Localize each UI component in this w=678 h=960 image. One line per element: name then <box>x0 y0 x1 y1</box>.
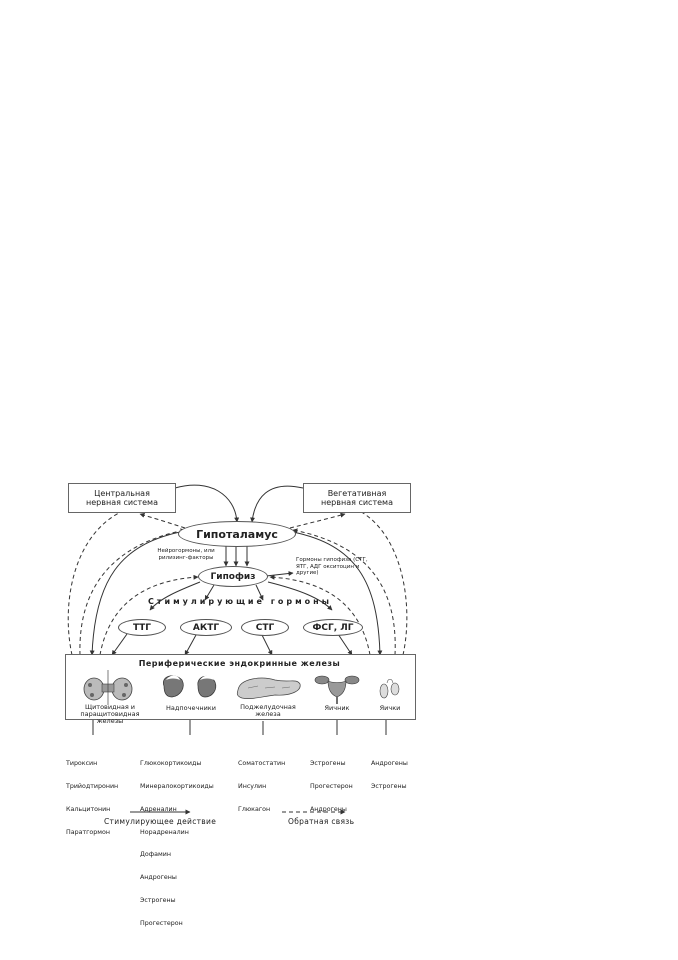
list-item: Адреналин <box>140 805 177 813</box>
list-item: Минералокортикоиды <box>140 782 214 790</box>
list-item: Трийодтиронин <box>66 782 119 790</box>
hormone-list-testes <box>371 745 408 798</box>
gland-name-adrenal: Надпочечники <box>166 704 216 712</box>
legend-feedback-label: Обратная связь <box>288 817 355 826</box>
neurohormones-note: Нейрогормоны, или рилизинг-факторы <box>157 548 215 561</box>
pancreas-icon <box>237 678 300 699</box>
hormone-list-ovary <box>310 745 353 821</box>
gland-name-pancreas: Поджелудочная железа <box>240 703 296 718</box>
gland-name-testes: Яички <box>379 704 401 712</box>
list-item: Норадреналин <box>140 828 189 836</box>
ans-label: Вегетативная нервная система <box>321 489 393 507</box>
hormone-label: АКТГ <box>192 622 220 633</box>
gland-name-ovary: Яичник <box>324 704 350 712</box>
hormone-label: ТТГ <box>132 622 151 633</box>
list-item: Андрогены <box>371 760 408 768</box>
stimulating-hormones-caption: Стимулирующие гормоны <box>148 597 332 606</box>
adrenal-icon <box>163 676 215 698</box>
pituitary-hormones-note: Гормоны гипофиза (СТГ, ЯТГ, АДГ окситоцин и другие) <box>296 557 368 576</box>
list-item: Эстрогены <box>310 760 346 768</box>
list-item: Кальцитонин <box>66 805 111 813</box>
list-item: Инсулин <box>238 782 267 790</box>
list-item: Эстрогены <box>140 896 176 904</box>
pituitary-label: Гипофиз <box>210 571 256 582</box>
hormone-list-adrenal <box>140 745 214 935</box>
cns-label: Центральная нервная система <box>86 489 158 507</box>
hormone-label: ФСГ, ЛГ <box>312 622 354 633</box>
hormone-label: СТГ <box>255 622 275 633</box>
thyroid-icon <box>84 670 132 705</box>
list-item: Прогестерон <box>140 919 183 927</box>
list-item: Паратгормон <box>66 828 110 836</box>
list-item: Андрогены <box>310 805 347 813</box>
peripheral-title: Периферические эндокринные железы <box>138 659 341 668</box>
gland-name-thyroid: Щитовидная и паращитовидная железы <box>80 703 140 725</box>
list-item: Соматостатин <box>238 760 286 768</box>
list-item: Глюкагон <box>238 805 271 813</box>
hypothalamus-label: Гипоталамус <box>196 527 278 541</box>
testes-icon <box>380 679 399 698</box>
list-item: Андрогены <box>140 874 177 882</box>
ovary-icon <box>315 676 359 704</box>
list-item: Прогестерон <box>310 782 353 790</box>
list-item: Эстрогены <box>371 782 407 790</box>
list-item: Глюкокортикоиды <box>140 760 202 768</box>
hormone-list-thyroid <box>66 745 118 844</box>
hormone-list-pancreas <box>238 745 285 821</box>
list-item: Дофамин <box>140 851 171 859</box>
list-item: Тироксин <box>66 760 98 768</box>
legend-stimulating-label: Стимулирующее действие <box>104 817 217 826</box>
